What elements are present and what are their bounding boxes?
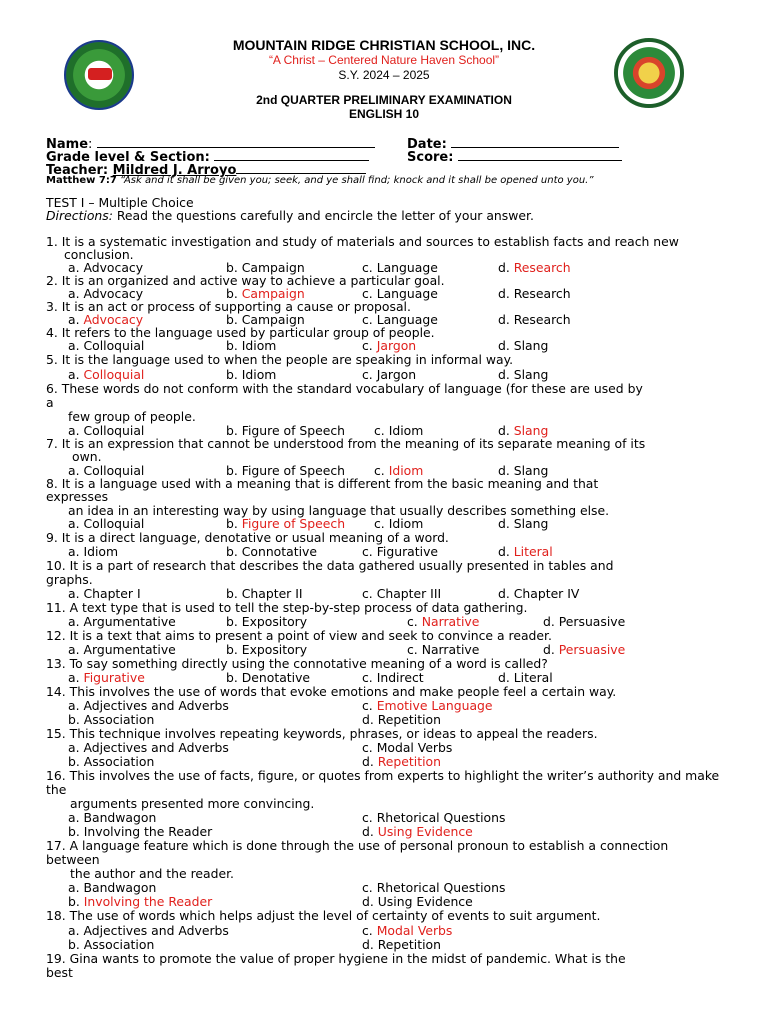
q16-option-c[interactable]: c. Rhetorical Questions	[362, 810, 506, 825]
q15-option-a[interactable]: a. Adjectives and Adverbs	[68, 740, 229, 755]
q2-option-b[interactable]: b. Campaign	[226, 286, 305, 301]
q18-option-a[interactable]: a. Adjectives and Adverbs	[68, 923, 229, 938]
q15-option-b[interactable]: b. Association	[68, 754, 155, 769]
question-17-text-wrap: between	[46, 852, 100, 867]
q2-answer: Campaign	[241, 286, 305, 301]
question-9-text: 9. It is a direct language, denotative or usual meaning of a word.	[46, 530, 449, 545]
q10-option-c[interactable]: c. Chapter III	[362, 586, 442, 601]
q13-option-c[interactable]: c. Indirect	[362, 670, 424, 685]
exam-subject: ENGLISH 10	[348, 107, 420, 121]
q1-option-a[interactable]: a. Advocacy	[68, 260, 144, 275]
q16-answer: Using Evidence	[377, 824, 473, 839]
q9-option-d[interactable]: d. Literal	[498, 544, 553, 559]
q12-option-b[interactable]: b. Expository	[226, 642, 308, 657]
q4-option-b[interactable]: b. Idiom	[226, 338, 277, 353]
question-8-text-cont: an idea in an interesting way by using language that usually describes something else.	[68, 503, 610, 518]
q11-option-d[interactable]: d. Persuasive	[543, 614, 626, 629]
q5-option-a[interactable]: a. Colloquial	[68, 367, 145, 382]
question-6-text-wrap: a	[46, 395, 54, 410]
q8-option-b[interactable]: b. Figure of Speech	[226, 516, 346, 531]
q4-option-d[interactable]: d. Slang	[498, 338, 549, 353]
question-14-text: 14. This involves the use of words that evoke emotions and make people feel a certain way.	[46, 684, 617, 699]
q1-option-d[interactable]: d. Research	[498, 260, 571, 275]
q8-option-d[interactable]: d. Slang	[498, 516, 549, 531]
q2-option-d[interactable]: d. Research	[498, 286, 571, 301]
question-7-text-cont: own.	[72, 449, 102, 464]
school-year: S.Y. 2024 – 2025	[338, 68, 430, 82]
q12-answer: Persuasive	[558, 642, 626, 657]
score-label: Score:	[407, 150, 454, 165]
q7-option-b[interactable]: b. Figure of Speech	[226, 463, 346, 478]
q9-option-a[interactable]: a. Idiom	[68, 544, 119, 559]
question-18-text: 18. The use of words which helps adjust the level of certainty of events to suit argument.	[46, 908, 601, 923]
question-15-text: 15. This technique involves repeating keywords, phrases, or ideas to appeal the readers.	[46, 726, 598, 741]
q7-option-d[interactable]: d. Slang	[498, 463, 549, 478]
q10-option-d[interactable]: d. Chapter IV	[498, 586, 580, 601]
teacher-label: Teacher:	[46, 163, 109, 178]
q8-option-c[interactable]: c. Idiom	[374, 516, 424, 531]
question-10-text: 10. It is a part of research that describes the data gathered usually presented in tables and	[46, 558, 614, 573]
test-directions	[46, 209, 534, 223]
q17-option-c[interactable]: c. Rhetorical Questions	[362, 880, 506, 895]
question-2-text: 2. It is an organized and active way to achieve a particular goal.	[46, 273, 445, 288]
question-12-text: 12. It is a text that aims to present a point of view and seek to convince a reader.	[46, 628, 552, 643]
q14-option-a[interactable]: a. Adjectives and Adverbs	[68, 698, 229, 713]
q6-option-d[interactable]: d. Slang	[498, 423, 549, 438]
q8-answer: Figure of Speech	[241, 516, 346, 531]
name-blank[interactable]	[97, 135, 375, 148]
q14-option-b[interactable]: b. Association	[68, 712, 155, 727]
q18-option-d[interactable]: d. Repetition	[362, 937, 441, 952]
score-field	[407, 148, 622, 165]
q15-option-d[interactable]: d. Repetition	[362, 754, 441, 769]
q3-option-b[interactable]: b. Campaign	[226, 312, 305, 327]
q5-option-d[interactable]: d. Slang	[498, 367, 549, 382]
q7-option-a[interactable]: a. Colloquial	[68, 463, 145, 478]
q16-option-d[interactable]: d. Using Evidence	[362, 824, 473, 839]
q6-option-a[interactable]: a. Colloquial	[68, 423, 145, 438]
q15-answer: Repetition	[377, 754, 441, 769]
q7-answer: Idiom	[388, 463, 424, 478]
q15-option-c[interactable]: c. Modal Verbs	[362, 740, 453, 755]
teacher-name: Mildred J. Arroyo	[112, 163, 237, 178]
q14-option-d[interactable]: d. Repetition	[362, 712, 441, 727]
teacher-blank	[236, 161, 366, 174]
q3-option-a[interactable]: a. Advocacy	[68, 312, 144, 327]
q5-answer: Colloquial	[83, 367, 145, 382]
q3-option-d[interactable]: d. Research	[498, 312, 571, 327]
q8-option-a[interactable]: a. Colloquial	[68, 516, 145, 531]
question-17-text: 17. A language feature which is done through the use of personal pronoun to establish a connection	[46, 838, 669, 853]
q2-option-c[interactable]: c. Language	[362, 286, 438, 301]
q2-option-a[interactable]: a. Advocacy	[68, 286, 144, 301]
q9-option-b[interactable]: b. Connotative	[226, 544, 317, 559]
q13-answer: Figurative	[83, 670, 145, 685]
q4-answer: Jargon	[376, 338, 417, 353]
q11-option-c[interactable]: c. Narrative	[407, 614, 480, 629]
q6-option-c[interactable]: c. Idiom	[374, 423, 424, 438]
q11-option-a[interactable]: a. Argumentative	[68, 614, 176, 629]
q5-option-c[interactable]: c. Jargon	[362, 367, 417, 382]
q17-answer: Involving the Reader	[83, 894, 213, 909]
q13-option-d[interactable]: d. Literal	[498, 670, 553, 685]
q7-option-c[interactable]: c. Idiom	[374, 463, 424, 478]
question-16-text-wrap: the	[46, 782, 67, 797]
q4-option-c[interactable]: c. Jargon	[362, 338, 417, 353]
test-title: TEST I – Multiple Choice	[46, 195, 194, 210]
date-label: Date:	[407, 137, 447, 152]
q9-answer: Literal	[513, 544, 553, 559]
question-10-text-wrap: graphs.	[46, 572, 93, 587]
q4-option-a[interactable]: a. Colloquial	[68, 338, 145, 353]
q13-option-a[interactable]: a. Figurative	[68, 670, 145, 685]
question-13-text: 13. To say something directly using the connotative meaning of a word is called?	[46, 656, 548, 671]
q17-option-d[interactable]: d. Using Evidence	[362, 894, 473, 909]
school-motto: “A Christ – Centered Nature Haven School”	[268, 53, 500, 67]
question-5-text: 5. It is the language used to when the people are speaking in informal way.	[46, 352, 514, 367]
question-19-text-wrap: best	[46, 965, 73, 980]
q12-option-c[interactable]: c. Narrative	[407, 642, 480, 657]
q14-option-c[interactable]: c. Emotive Language	[362, 698, 493, 713]
directions-label: Directions:	[46, 208, 113, 223]
q18-answer: Modal Verbs	[376, 923, 453, 938]
q1-option-b[interactable]: b. Campaign	[226, 260, 305, 275]
q12-option-a[interactable]: a. Argumentative	[68, 642, 176, 657]
grade-section-label: Grade level & Section:	[46, 150, 210, 165]
q6-answer: Slang	[513, 423, 549, 438]
q3-answer: Advocacy	[83, 312, 144, 327]
q14-answer: Emotive Language	[376, 698, 493, 713]
question-6-text-cont: few group of people.	[68, 409, 196, 424]
verse-reference: Matthew 7:7	[46, 175, 117, 186]
name-label: Name	[46, 137, 89, 152]
question-6-text: 6. These words do not conform with the standard vocabulary of language (for these are used by	[46, 381, 643, 396]
q16-option-b[interactable]: b. Involving the Reader	[68, 824, 213, 839]
name-colon: :	[88, 137, 93, 152]
q18-option-c[interactable]: c. Modal Verbs	[362, 923, 453, 938]
question-11-text: 11. A text type that is used to tell the step-by-step process of data gathering.	[46, 600, 528, 615]
bible-verse	[46, 175, 594, 186]
question-16-text: 16. This involves the use of facts, figure, or quotes from experts to highlight the writer’s authority and make	[46, 768, 720, 783]
q11-answer: Narrative	[421, 614, 480, 629]
q3-option-c[interactable]: c. Language	[362, 312, 438, 327]
question-1-text-cont: conclusion.	[64, 247, 134, 262]
q17-option-b[interactable]: b. Involving the Reader	[68, 894, 213, 909]
grade-section-blank[interactable]	[214, 148, 369, 161]
verse-text: “Ask and it shall be given you; seek, and ye shall find; knock and it shall be opened unto you.”	[116, 175, 594, 186]
q9-option-c[interactable]: c. Figurative	[362, 544, 439, 559]
question-4-text: 4. It refers to the language used by particular group of people.	[46, 325, 435, 340]
q13-option-b[interactable]: b. Denotative	[226, 670, 311, 685]
q1-answer: Research	[513, 260, 571, 275]
exam-title: 2nd QUARTER PRELIMINARY EXAMINATION	[256, 93, 512, 107]
question-7-text: 7. It is an expression that cannot be understood from the meaning of its separate meaning of its	[46, 436, 646, 451]
question-8-text-wrap: expresses	[46, 489, 109, 504]
question-3-text: 3. It is an act or process of supporting a cause or proposal.	[46, 299, 411, 314]
q10-option-b[interactable]: b. Chapter II	[226, 586, 303, 601]
question-16-text-cont: arguments presented more convincing.	[70, 796, 315, 811]
question-8-text: 8. It is a language used with a meaning that is different from the basic meaning and that	[46, 476, 599, 491]
q11-option-b[interactable]: b. Expository	[226, 614, 308, 629]
directions-text: Read the questions carefully and encircle the letter of your answer.	[112, 208, 534, 223]
q10-option-a[interactable]: a. Chapter I	[68, 586, 141, 601]
question-17-text-cont: the author and the reader.	[70, 866, 234, 881]
date-blank[interactable]	[451, 135, 619, 148]
score-blank[interactable]	[458, 148, 622, 161]
q1-option-c[interactable]: c. Language	[362, 260, 438, 275]
q17-option-a[interactable]: a. Bandwagon	[68, 880, 157, 895]
question-1-text: 1. It is a systematic investigation and study of materials and sources to establish facts and reach new	[46, 234, 679, 249]
q16-option-a[interactable]: a. Bandwagon	[68, 810, 157, 825]
question-19-text: 19. Gina wants to promote the value of proper hygiene in the midst of pandemic. What is the	[46, 951, 626, 966]
q12-option-d[interactable]: d. Persuasive	[543, 642, 626, 657]
school-name: MOUNTAIN RIDGE CHRISTIAN SCHOOL, INC.	[232, 37, 536, 53]
q5-option-b[interactable]: b. Idiom	[226, 367, 277, 382]
q18-option-b[interactable]: b. Association	[68, 937, 155, 952]
q6-option-b[interactable]: b. Figure of Speech	[226, 423, 346, 438]
